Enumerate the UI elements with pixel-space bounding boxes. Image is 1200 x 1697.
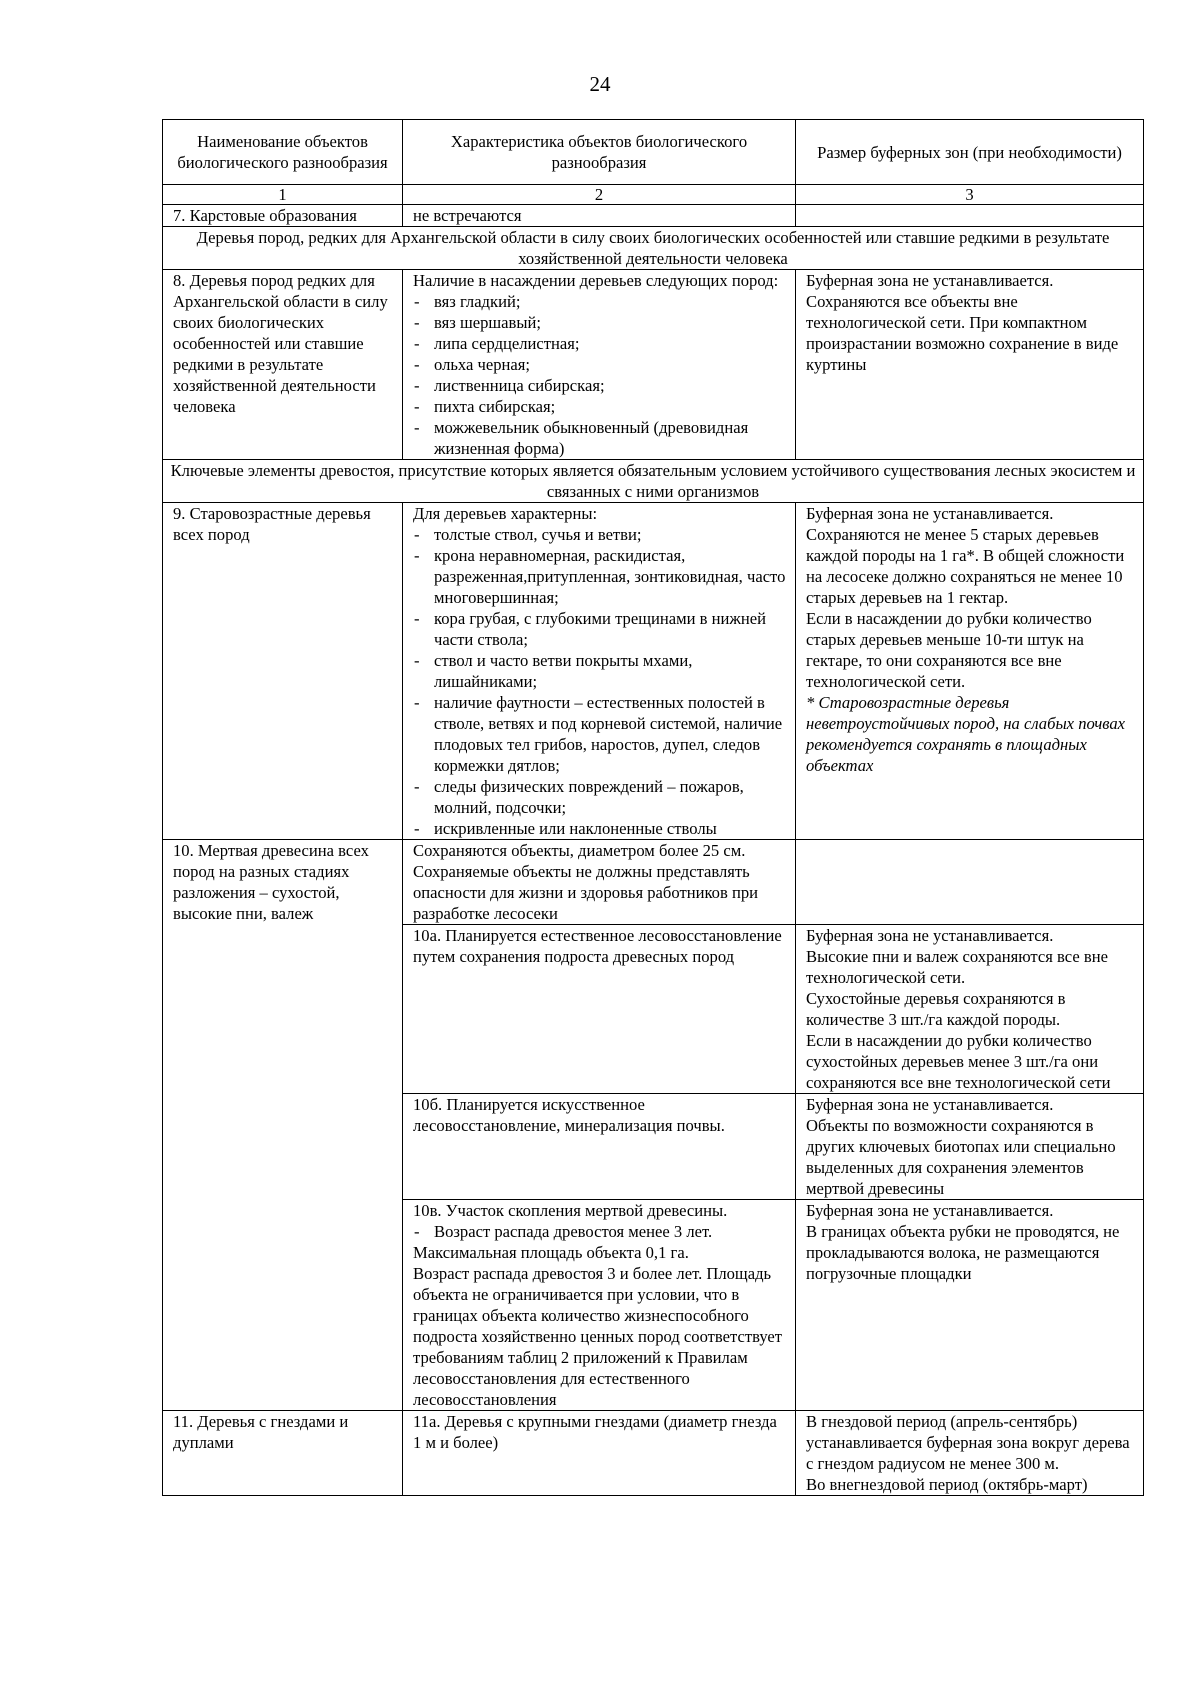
buffer-line: Буферная зона не устанавливается. <box>806 1201 1054 1220</box>
object-characteristic: 10а. Планируется естественное лесовосстановление путем сохранения подроста древесных пород <box>403 925 796 1094</box>
object-name: 11. Деревья с гнездами и дуплами <box>163 1411 403 1496</box>
buffer-line: Объекты по возможности сохраняются в других ключевых биотопах или специально выделенных для сохранения элементов мертвой древесины <box>806 1116 1116 1198</box>
section-heading-key-elements: Ключевые элементы древостоя, присутствие которых является обязательным условием устойчивого существования лесных экосистем и связанных с ними организмов <box>163 460 1144 503</box>
characteristic-intro: Для деревьев характерны: <box>413 504 598 523</box>
object-name: 9. Старовозрастные деревья всех пород <box>163 503 403 840</box>
list-item: - липа сердцелистная; <box>413 333 789 354</box>
characteristic-line: Максимальная площадь объекта 0,1 га. <box>413 1243 689 1262</box>
object-characteristic: не встречаются <box>403 205 796 227</box>
buffer-zone <box>796 503 1144 840</box>
object-characteristic: Сохраняются объекты, диаметром более 25 см. Сохраняемые объекты не должны представлять опасности для жизни и здоровья работников при разработке лесосеки <box>403 840 796 925</box>
buffer-zone <box>796 1200 1144 1411</box>
table-row <box>163 270 1144 460</box>
buffer-line: В гнездовой период (апрель-сентябрь) устанавливается буферная зона вокруг дерева с гнездом радиусом не менее 300 м. <box>806 1412 1130 1473</box>
buffer-zone <box>796 840 1144 925</box>
object-characteristic: 11а. Деревья с крупными гнездами (диаметр гнезда 1 м и более) <box>403 1411 796 1496</box>
buffer-line: Сохраняются не менее 5 старых деревьев каждой породы на 1 га*. В общей сложности на лесосеке должно сохраняться не менее 10 старых деревьев на 1 гектар. <box>806 525 1125 607</box>
buffer-line: Если в насаждении до рубки количество старых деревьев меньше 10-ти штук на гектаре, то они сохраняются все вне технологической сети. <box>806 609 1092 691</box>
buffer-zone <box>796 205 1144 227</box>
object-characteristic: 10б. Планируется искусственное лесовосстановление, минерализация почвы. <box>403 1094 796 1200</box>
page-number: 24 <box>589 72 611 96</box>
object-name: 7. Карстовые образования <box>163 205 403 227</box>
column-number: 2 <box>403 185 796 205</box>
table-row <box>163 840 1144 925</box>
list-item: - следы физических повреждений – пожаров, молний, подсочки; <box>413 776 789 818</box>
buffer-line: Во внегнездовой период (октябрь-март) <box>806 1475 1088 1494</box>
object-name: 8. Деревья пород редких для Архангельской области в силу своих биологических особенностей или ставшие редкими в результате хозяйственной деятельности человека <box>163 270 403 460</box>
features-list <box>413 1221 789 1242</box>
buffer-zone <box>796 1094 1144 1200</box>
section-row <box>163 460 1144 503</box>
buffer-line: Высокие пни и валеж сохраняются все вне технологической сети. <box>806 947 1108 987</box>
buffer-zone: Буферная зона не устанавливается. Сохраняются все объекты вне технологической сети. При компактном произрастании возможно сохранение в виде куртины <box>796 270 1144 460</box>
object-characteristic <box>403 270 796 460</box>
object-characteristic <box>403 503 796 840</box>
list-item: - вяз гладкий; <box>413 291 789 312</box>
characteristic-line: Возраст распада древостоя 3 и более лет. Площадь объекта не ограничивается при условии, что в границах объекта количество жизнеспособного подроста хозяйственно ценных пород соответствует требованиям таблиц 2 приложений к Правилам лесовосстановления для естественного лесовосстановления <box>413 1264 783 1409</box>
buffer-line: Буферная зона не устанавливается. <box>806 1095 1054 1114</box>
characteristic-title: 10в. Участок скопления мертвой древесины. <box>413 1201 728 1220</box>
list-item: - искривленные или наклоненные стволы <box>413 818 789 839</box>
list-item: - крона неравномерная, раскидистая, разреженная,притупленная, зонтиковидная, часто многовершинная; <box>413 545 789 608</box>
list-item: - кора грубая, с глубокими трещинами в нижней части ствола; <box>413 608 789 650</box>
table-row <box>163 1411 1144 1496</box>
column-number-row <box>163 185 1144 205</box>
buffer-line: Буферная зона не устанавливается. <box>806 504 1054 523</box>
list-item: - ольха черная; <box>413 354 789 375</box>
column-number: 3 <box>796 185 1144 205</box>
header-objects-name: Наименование объектов биологического разнообразия <box>163 120 403 185</box>
table-row <box>163 503 1144 840</box>
buffer-line: Сухостойные деревья сохраняются в количестве 3 шт./га каждой породы. <box>806 989 1066 1029</box>
buffer-zone <box>796 1411 1144 1496</box>
column-number: 1 <box>163 185 403 205</box>
characteristic-intro: Наличие в насаждении деревьев следующих пород: <box>413 271 779 290</box>
biodiversity-objects-table <box>162 119 1144 1496</box>
list-item: - толстые ствол, сучья и ветви; <box>413 524 789 545</box>
buffer-line: В границах объекта рубки не проводятся, не прокладываются волока, не размещаются погрузочные площадки <box>806 1222 1120 1283</box>
list-item: - вяз шершавый; <box>413 312 789 333</box>
list-item: - наличие фаутности – естественных полостей в стволе, ветвях и под корневой системой, наличие плодовых тел грибов, наростов, дупел, следов кормежки дятлов; <box>413 692 789 776</box>
section-heading-rare-trees: Деревья пород, редких для Архангельской области в силу своих биологических особенностей или ставшие редкими в результате хозяйственной деятельности человека <box>163 227 1144 270</box>
object-name: 10. Мертвая древесина всех пород на разных стадиях разложения – сухостой, высокие пни, валеж <box>163 840 403 1411</box>
object-characteristic <box>403 1200 796 1411</box>
list-item: - Возраст распада древостоя менее 3 лет. <box>413 1221 789 1242</box>
table-row <box>163 205 1144 227</box>
list-item: - ствол и часто ветви покрыты мхами, лишайниками; <box>413 650 789 692</box>
buffer-zone <box>796 925 1144 1094</box>
list-item: - пихта сибирская; <box>413 396 789 417</box>
section-row <box>163 227 1144 270</box>
header-objects-characteristic: Характеристика объектов биологического разнообразия <box>403 120 796 185</box>
features-list <box>413 524 789 839</box>
table-header-row <box>163 120 1144 185</box>
list-item: - лиственница сибирская; <box>413 375 789 396</box>
species-list <box>413 291 789 459</box>
buffer-line: Если в насаждении до рубки количество сухостойных деревьев менее 3 шт./га они сохраняются все вне технологической сети <box>806 1031 1111 1092</box>
list-item: - можжевельник обыкновенный (древовидная жизненная форма) <box>413 417 789 459</box>
buffer-footnote: * Старовозрастные деревья неветроустойчивых пород, на слабых почвах рекомендуется сохранять в площадных объектах <box>806 693 1126 775</box>
header-buffer-zone: Размер буферных зон (при необходимости) <box>796 120 1144 185</box>
buffer-line: Буферная зона не устанавливается. <box>806 926 1054 945</box>
